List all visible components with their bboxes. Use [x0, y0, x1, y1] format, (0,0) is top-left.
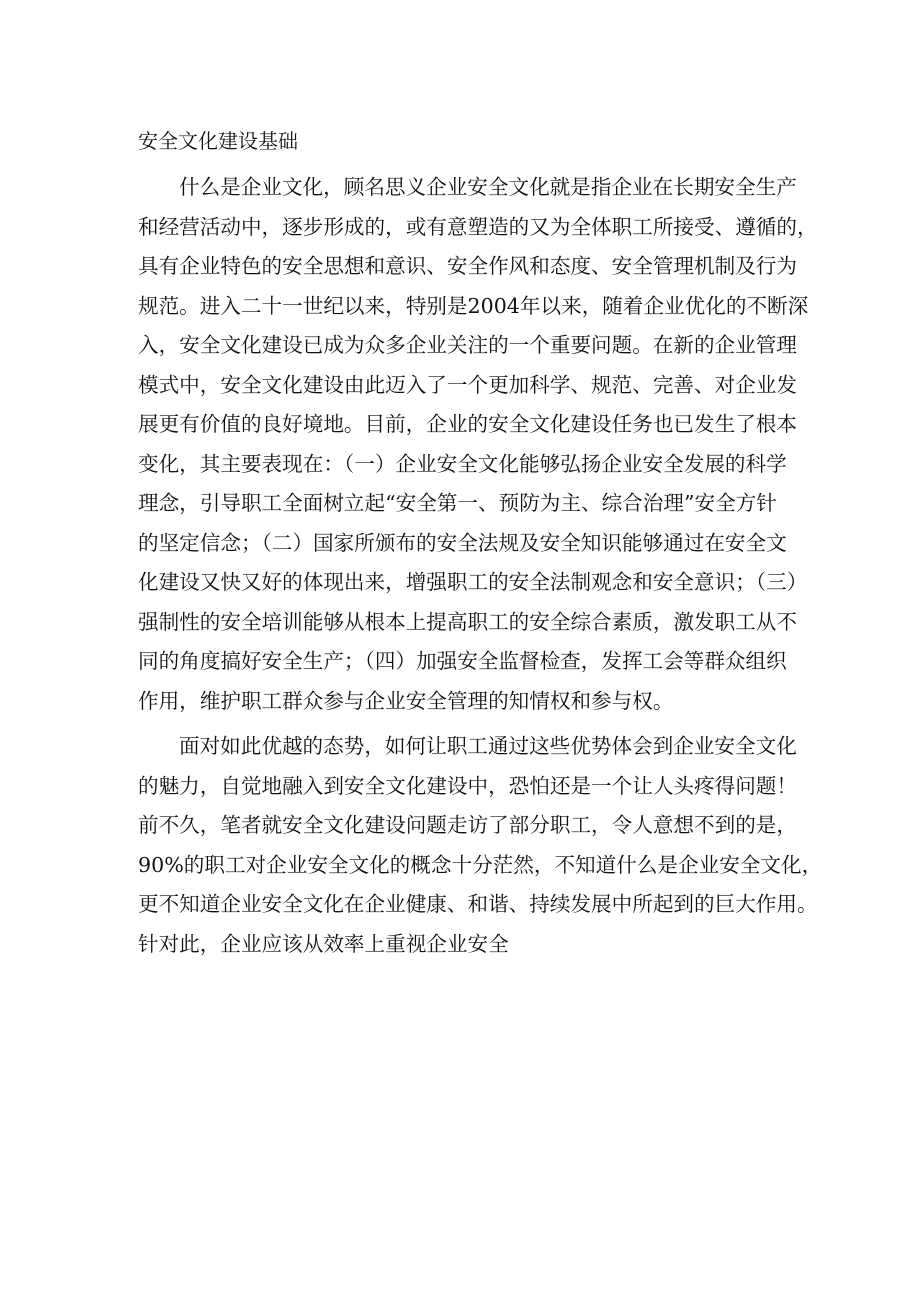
paragraph-line: 90%的职工对企业安全文化的概念十分茫然，不知道什么是企业安全文化，: [138, 852, 823, 877]
paragraph-2: [138, 727, 823, 964]
paragraph-line: 作用，维护职工群众参与企业安全管理的知情权和参与权。: [138, 688, 674, 713]
paragraph-line: 变化，其主要表现在：（一）企业安全文化能够弘扬企业安全发展的科学: [138, 451, 787, 476]
document-body: [138, 122, 823, 964]
paragraph-line: 模式中，安全文化建设由此迈入了一个更加科学、规范、完善、对企业发: [138, 372, 797, 397]
paragraph-1: [138, 168, 818, 721]
paragraph-line: 什么是企业文化，顾名思义企业安全文化就是指企业在长期安全生产: [179, 175, 797, 199]
paragraph-line: 理念，引导职工全面树立起“安全第一、预防为主、综合治理”安全方针: [138, 491, 777, 515]
paragraph-line: 展更有价值的良好境地。目前，企业的安全文化建设任务也已发生了根本: [138, 412, 797, 436]
paragraph-line: 和经营活动中，逐步形成的，或有意塑造的又为全体职工所接受、遵循的，: [138, 214, 818, 239]
paragraph-line: 强制性的安全培训能够从根本上提高职工的安全综合素质，激发职工从不: [138, 609, 797, 634]
paragraph-line: 入，安全文化建设已成为众多企业关注的一个重要问题。在新的企业管理: [138, 333, 797, 357]
paragraph-line: 同的角度搞好安全生产；（四）加强安全监督检查，发挥工会等群众组织: [138, 649, 787, 673]
paragraph-line: 具有企业特色的安全思想和意识、安全作风和态度、安全管理机制及行为: [138, 254, 797, 278]
paragraph-line: 前不久，笔者就安全文化建设问题走访了部分职工，令人意想不到的是，: [138, 813, 797, 837]
document-title: 安全文化建设基础: [138, 129, 298, 153]
paragraph-line: 规范。进入二十一世纪以来，特别是2004年以来，随着企业优化的不断深: [138, 293, 809, 318]
paragraph-line: 的魅力，自觉地融入到安全文化建设中，恐怕还是一个让人头疼得问题！: [138, 773, 797, 798]
paragraph-line: 更不知道企业安全文化在企业健康、和谐、持续发展中所起到的巨大作用。: [138, 892, 818, 916]
paragraph-line: 面对如此优越的态势，如何让职工通过这些优势体会到企业安全文化: [179, 734, 797, 758]
paragraph-line: 化建设又快又好的体现出来，增强职工的安全法制观念和安全意识；（三）: [138, 570, 808, 594]
paragraph-line: 的坚定信念；（二）国家所颁布的安全法规及安全知识能够通过在安全文: [138, 530, 787, 555]
paragraph-line: 针对此，企业应该从效率上重视企业安全: [138, 931, 509, 956]
